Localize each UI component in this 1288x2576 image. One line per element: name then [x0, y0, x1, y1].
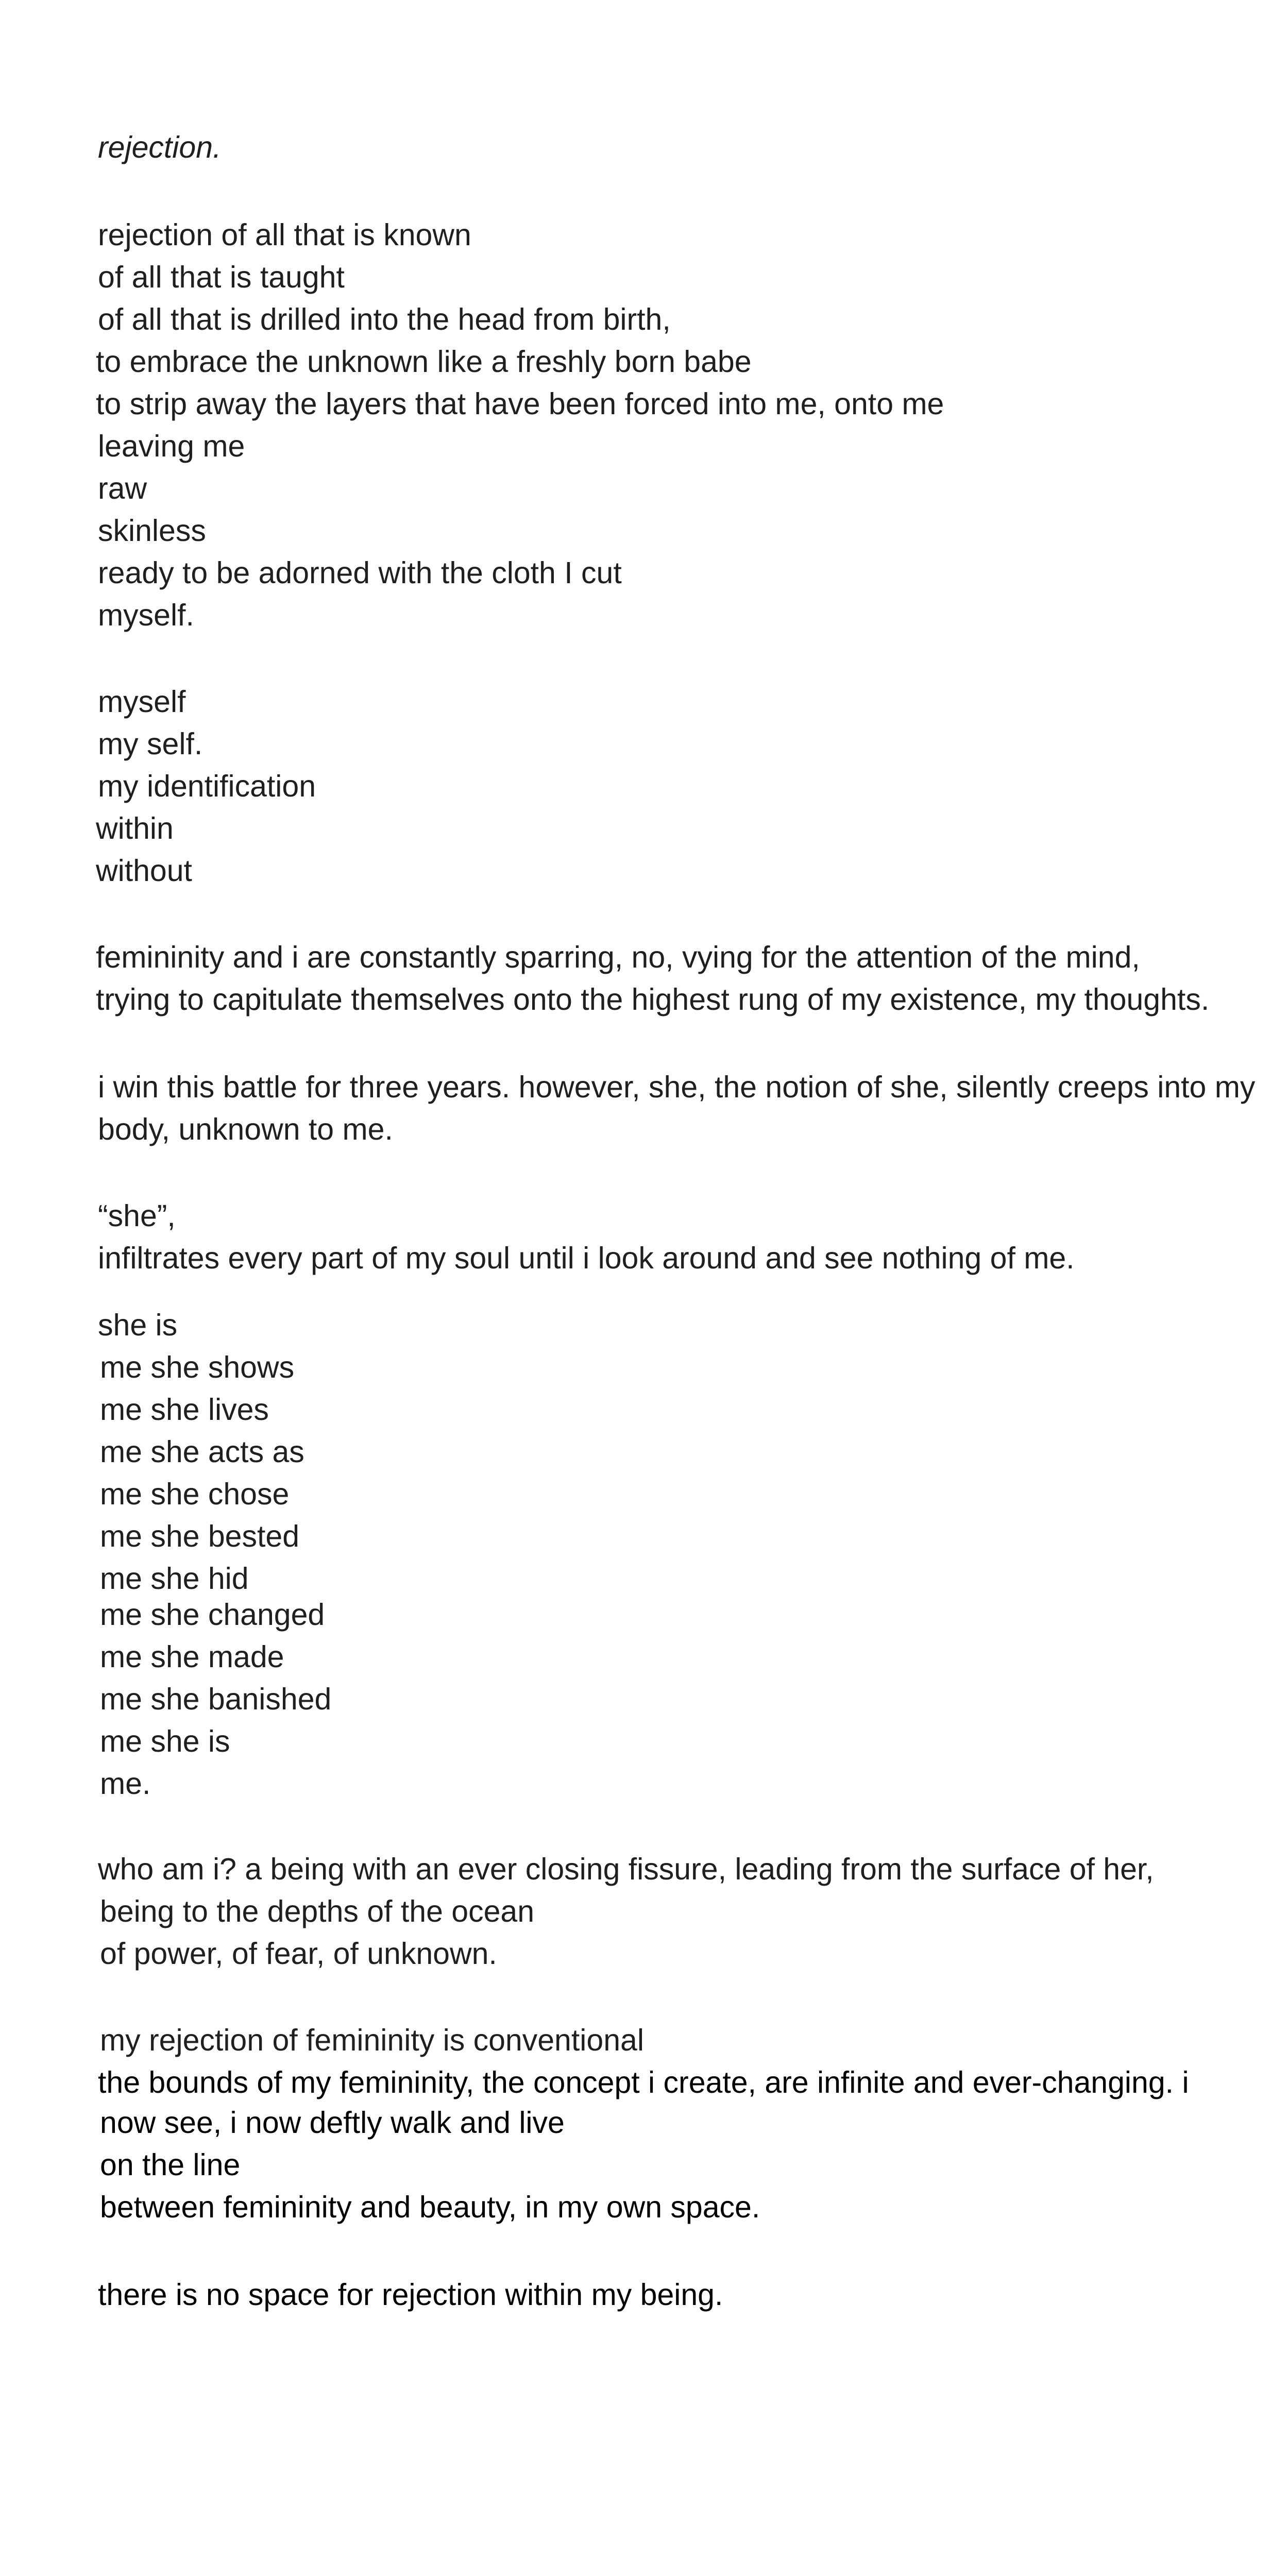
poem-line: the bounds of my femininity, the concept i create, are infinite and ever-changing. i: [98, 2065, 1189, 2099]
poem-closing-line: there is no space for rejection within my being.: [98, 2278, 723, 2312]
poem-line: leaving me: [98, 429, 245, 463]
poem-line: being to the depths of the ocean: [100, 1894, 535, 1928]
poem-line: femininity and i are constantly sparring, no, vying for the attention of the mind,: [96, 940, 1140, 974]
poem-line: she is: [98, 1308, 178, 1342]
poem-line: to strip away the layers that have been forced into me, onto me: [96, 387, 944, 421]
poem-line: of all that is taught: [98, 260, 345, 294]
poem-line: between femininity and beauty, in my own space.: [100, 2190, 760, 2224]
poem-line: me she shows: [100, 1350, 295, 1384]
poem-line: me she acts as: [100, 1435, 304, 1469]
poem-line: my identification: [98, 769, 316, 803]
poem-line: me she lives: [100, 1393, 269, 1427]
poem-line: of all that is drilled into the head from birth,: [98, 302, 671, 336]
poem-line: “she”,: [98, 1199, 176, 1233]
poem-line: raw: [98, 471, 147, 505]
poem-line: on the line: [100, 2148, 241, 2182]
poem-line: me she is: [100, 1724, 230, 1758]
poem-line: who am i? a being with an ever closing fissure, leading from the surface of her,: [98, 1852, 1154, 1886]
poem-line: my self.: [98, 727, 203, 761]
poem-line: me she bested: [100, 1519, 300, 1553]
poem-line: infiltrates every part of my soul until i look around and see nothing of me.: [98, 1241, 1075, 1275]
poem-line: me she made: [100, 1640, 284, 1674]
poem-line: trying to capitulate themselves onto the highest rung of my existence, my thoughts.: [96, 982, 1210, 1016]
poem-line: me she chose: [100, 1477, 290, 1511]
poem-line: i win this battle for three years. however, she, the notion of she, silently creeps into my: [98, 1070, 1256, 1104]
poem-line: myself: [98, 685, 186, 719]
poem-line: skinless: [98, 514, 206, 548]
poem-line: body, unknown to me.: [98, 1112, 393, 1146]
poem-line: ready to be adorned with the cloth I cut: [98, 556, 622, 590]
poem-line: me she banished: [100, 1682, 332, 1716]
poem-line: my rejection of femininity is conventional: [100, 2023, 644, 2057]
poem-line: without: [96, 854, 192, 888]
poem-line: me she changed: [100, 1598, 325, 1632]
poem-line: myself.: [98, 598, 194, 632]
poem-line: now see, i now deftly walk and live: [100, 2106, 565, 2140]
poem-line: within: [96, 811, 174, 845]
poem-line: to embrace the unknown like a freshly born babe: [96, 345, 752, 379]
poem-title: rejection.: [98, 130, 222, 164]
poem-line: me she hid: [100, 1562, 249, 1596]
poem-line: me.: [100, 1767, 151, 1801]
poem-line: rejection of all that is known: [98, 218, 471, 252]
poem-line: of power, of fear, of unknown.: [100, 1937, 497, 1971]
